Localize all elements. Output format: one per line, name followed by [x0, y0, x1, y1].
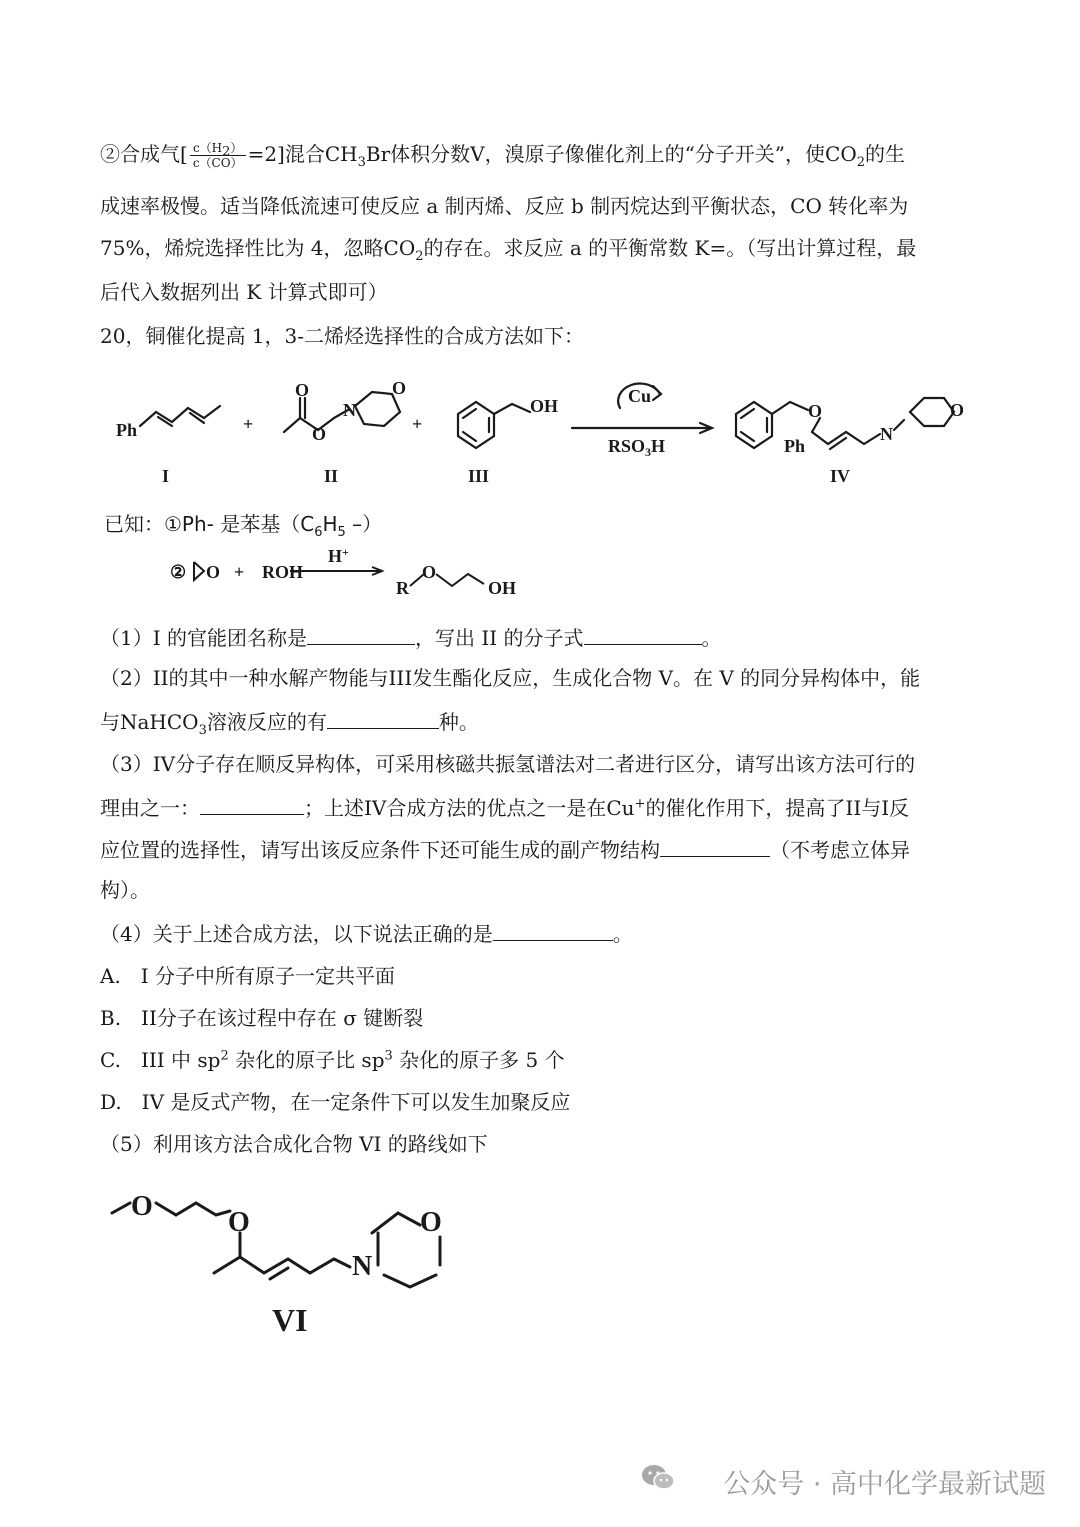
answer-blank-1a[interactable]: [307, 622, 415, 645]
morpholine-n-label-II: N: [343, 400, 356, 420]
q20-title: 20，铜催化提高 1，3-二烯烃选择性的合成方法如下：: [100, 324, 585, 348]
known-item-1: 已知：①Ph- 是苯基（$C_6H_5$ –）: [104, 512, 383, 540]
r-group-label: R: [396, 578, 409, 598]
product-oh-label: OH: [488, 578, 517, 598]
vi-morpholine-n-label: N: [352, 1251, 373, 1282]
q19-line-4: 后代入数据列出 K 计算式即可）: [100, 280, 388, 304]
question-1: （1）I 的官能团名称是 ，写出 II 的分子式 。: [100, 622, 722, 652]
epoxide-o-label: O: [206, 562, 221, 582]
q19-line-2: 成速率极慢。适当降低流速可使反应 a 制丙烯、反应 b 制丙烷达到平衡状态，CO 转化率为: [100, 194, 909, 218]
question-2-line-1: （2）II的其中一种水解产物能与III发生酯化反应，生成化合物 V。在 V 的同分异构体中，能: [100, 666, 921, 690]
compound-label-IV: IV: [830, 466, 851, 486]
plus-sign-2: +: [412, 414, 423, 434]
compound-vi-structure: [0, 1175, 1080, 1345]
morpholine-n-label-IV: N: [880, 424, 893, 444]
option-a: A. I 分子中所有原子一定共平面: [100, 964, 396, 988]
option-c: C. III 中 $sp^2$ 杂化的原子比 $sp^3$ 杂化的原子多 5 个: [100, 1048, 565, 1072]
q19-line-3: 75%，烯烷选择性比为 4，忽略$CO_2$的存在。求反应 a 的平衡常数 K=。（写出计算过程，最: [100, 236, 917, 264]
hydroxyl-label-III: OH: [530, 396, 559, 416]
vi-morpholine-o-label: O: [420, 1207, 442, 1238]
acid-catalyst-label: H+: [328, 545, 349, 566]
plus-sign-1: +: [243, 414, 254, 434]
question-3-line-3: 应位置的选择性，请写出该反应条件下还可能生成的副产物结构 （不考虑立体异: [100, 834, 910, 864]
answer-blank-1b[interactable]: [584, 622, 702, 645]
answer-blank-4[interactable]: [493, 918, 613, 941]
option-d: D. IV 是反式产物，在一定条件下可以发生加聚反应: [100, 1090, 571, 1114]
compound-label-II: II: [324, 466, 339, 486]
vi-methoxy-o-label: O: [131, 1191, 153, 1222]
epoxide-num: ②: [170, 562, 187, 582]
question-3-line-2: 理由之一： ；上述IV合成方法的优点之一是在Cu+的催化作用下，提高了II与I反: [100, 792, 909, 822]
question-3-line-4: 构）。: [100, 878, 150, 902]
ether-o-label-IV: O: [808, 401, 823, 421]
wechat-icon: [640, 1463, 676, 1493]
phenyl-label-IV: Ph: [784, 436, 806, 456]
ester-o-label: O: [312, 424, 327, 444]
vi-ether-o-label: O: [228, 1207, 250, 1238]
cu-catalyst-label: Cu: [628, 386, 652, 406]
answer-blank-3b[interactable]: [660, 834, 770, 857]
compound-label-I: I: [162, 466, 170, 486]
morpholine-o-label-II: O: [392, 378, 407, 398]
compound-label-III: III: [468, 466, 490, 486]
question-4: （4）关于上述合成方法，以下说法正确的是 。: [100, 918, 633, 948]
morpholine-o-label-IV: O: [950, 400, 965, 420]
phenyl-label-I: Ph: [116, 420, 138, 440]
ether-o-label: O: [422, 562, 437, 582]
q19-line-1: ②合成气[ $\frac{c(H_2)}{c(CO)}$ =2]混合$CH_3Br$体积分数V，溴原子像催化剂上的“分子开关”，使$CO_2$的生: [100, 141, 906, 170]
plus-sign-3: +: [234, 562, 245, 582]
option-b: B. II分子在该过程中存在 σ 键断裂: [100, 1006, 424, 1030]
reaction-scheme: [0, 360, 1080, 500]
gas-ratio-fraction: $\frac{c(H_2)}{c(CO)}$: [190, 141, 246, 170]
rso3h-label: $RSO_3H$: [608, 436, 666, 459]
carbonyl-o-label: O: [295, 380, 310, 400]
epoxide-reaction: [0, 540, 1080, 610]
compound-label-VI: VI: [272, 1302, 308, 1338]
question-5: （5）利用该方法合成化合物 VI 的路线如下: [100, 1132, 488, 1156]
watermark-text: 公众号 · 高中化学最新试题: [723, 1469, 1046, 1500]
answer-blank-2[interactable]: [327, 706, 439, 729]
question-3-line-1: （3）IV分子存在顺反异构体，可采用核磁共振氢谱法对二者进行区分，请写出该方法可行的: [100, 752, 916, 776]
answer-blank-3a[interactable]: [200, 792, 304, 815]
question-2-line-2: 与NaHCO$_3$溶液反应的有 种。: [100, 706, 479, 736]
roh-label: ROH: [262, 562, 304, 582]
